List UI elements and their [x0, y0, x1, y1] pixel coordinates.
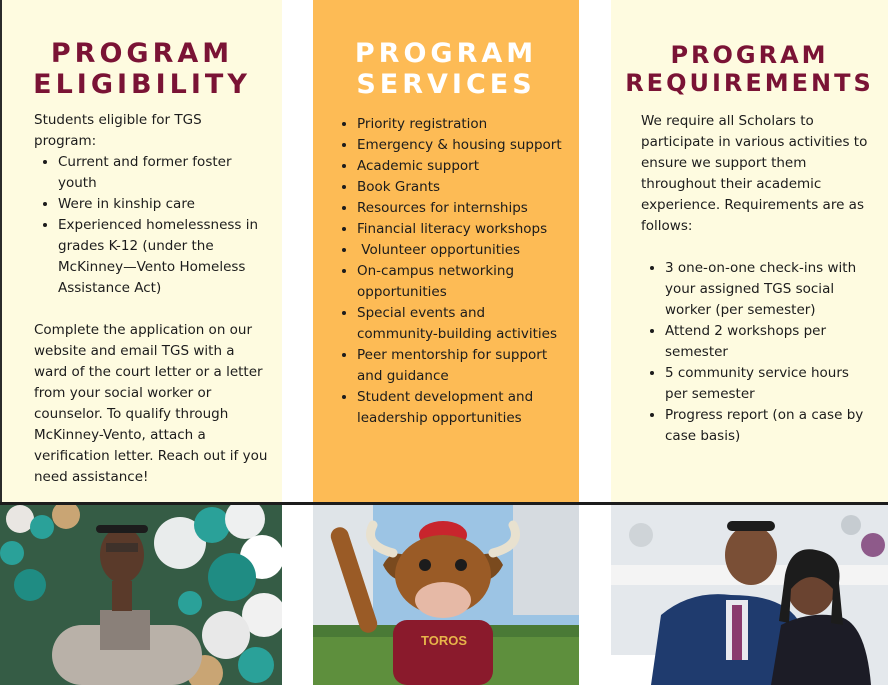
requirements-list: [641, 258, 874, 447]
eligibility-list: [34, 152, 268, 299]
mascot-shirt-text: TOROS: [421, 633, 467, 648]
list-item: • Volunteer opportunities: [357, 240, 563, 261]
list-item: • Student development and leadership opportunities: [357, 387, 563, 429]
requirements-panel: [611, 0, 888, 502]
list-item: • Attend 2 workshops per semester: [665, 321, 874, 363]
list-item: • Were in kinship care: [58, 194, 268, 215]
list-item: • Academic support: [357, 156, 563, 177]
list-item: • Resources for internships: [357, 198, 563, 219]
services-list: [341, 114, 563, 429]
photo-mentor-student: [611, 505, 888, 685]
list-item: • Emergency & housing support: [357, 135, 563, 156]
list-item: • 5 community service hours per semester: [665, 363, 874, 405]
list-item: • Progress report (on a case by case basis): [665, 405, 874, 447]
services-panel: [313, 0, 579, 502]
eligibility-panel: [0, 0, 282, 502]
services-title: PROGRAM SERVICES: [354, 38, 538, 101]
list-item: • Special events and community-building activities: [357, 303, 563, 345]
requirements-title: PROGRAM REQUIREMENTS: [625, 41, 874, 97]
requirements-intro: We require all Scholars to participate in various activities to ensure we support them throughout their academic experience. Requirements are as follows:: [641, 113, 868, 235]
application-paragraph: Complete the application on our website and email TGS with a ward of the court letter or a letter from your social worker or counselor. To qualify through McKinney-Vento, attach a verification letter. Reach out if you need assistance!: [34, 322, 268, 486]
list-item: • Current and former foster youth: [58, 152, 268, 194]
list-item: • Peer mentorship for support and guidance: [357, 345, 563, 387]
eligibility-title: PROGRAM ELIGIBILITY: [33, 38, 251, 101]
list-item: • Book Grants: [357, 177, 563, 198]
list-item: • Priority registration: [357, 114, 563, 135]
photo-student-balloons: [0, 505, 282, 685]
eligibility-intro: Students eligible for TGS program:: [34, 112, 202, 150]
list-item: • On-campus networking opportunities: [357, 261, 563, 303]
list-item: • 3 one-on-one check-ins with your assigned TGS social worker (per semester): [665, 258, 874, 321]
photo-bull-mascot: [313, 505, 579, 685]
list-item: • Experienced homelessness in grades K-12 (under the McKinney—Vento Homeless Assistance Act): [58, 215, 268, 299]
list-item: • Financial literacy workshops: [357, 219, 563, 240]
